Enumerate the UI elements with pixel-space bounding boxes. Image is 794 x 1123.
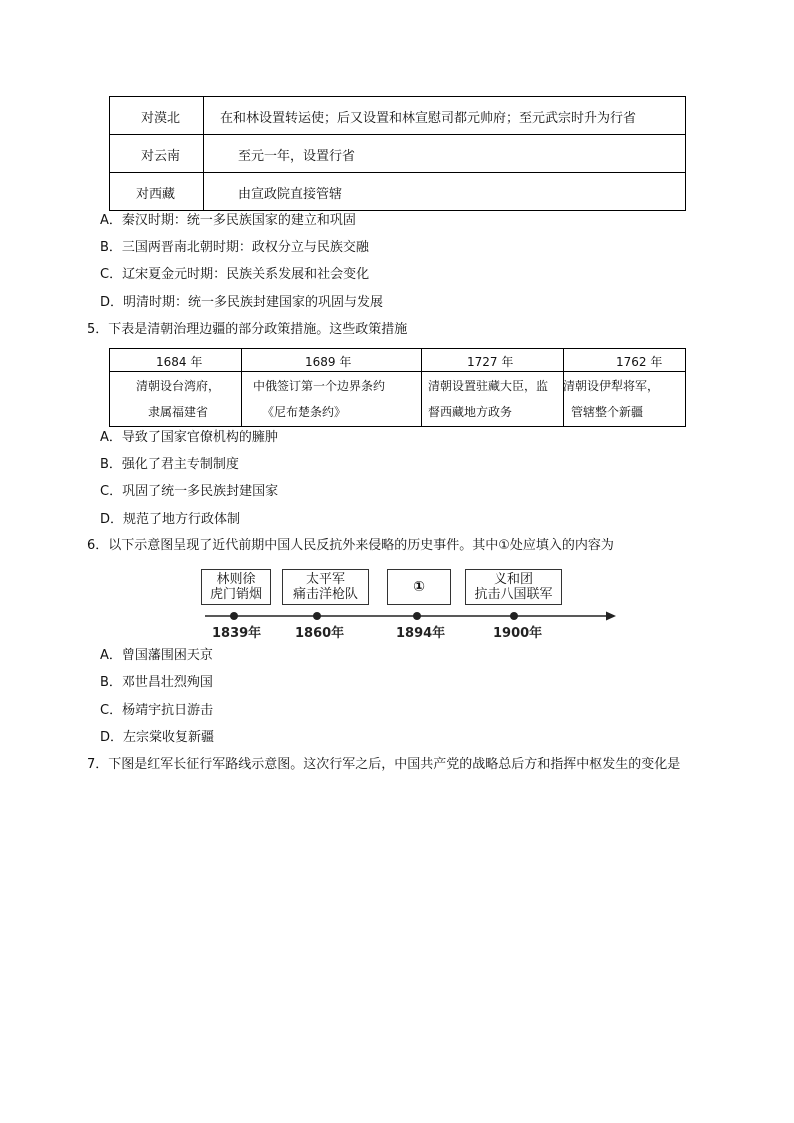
q6-stem: 6．以下示意图呈现了近代前期中国人民反抗外来侵略的历史事件。其中①处应填入的内容为 bbox=[87, 538, 614, 553]
q4-option-b: B．三国两晋南北朝时期：政权分立与民族交融 bbox=[100, 240, 369, 255]
q6-option-a: A．曾国藩围困天京 bbox=[100, 648, 213, 663]
table-cell: 督西藏地方政务 bbox=[428, 405, 513, 419]
timeline-event-box-blank bbox=[387, 569, 451, 605]
event-line: 虎门销烟 bbox=[209, 587, 262, 602]
q5-option-b: B．强化了君主专制制度 bbox=[100, 457, 239, 472]
table-row-content: 由宣政院直接管辖 bbox=[238, 187, 343, 202]
table-cell: 《尼布楚条约》 bbox=[262, 405, 347, 419]
table-row-label: 对云南 bbox=[141, 149, 181, 164]
table-cell: 管辖整个新疆 bbox=[571, 405, 644, 419]
q5-stem: 5．下表是清朝治理边疆的部分政策措施。这些政策措施 bbox=[87, 322, 408, 337]
event-line: 太平军 bbox=[305, 572, 345, 587]
q6-option-b: B．邓世昌壮烈殉国 bbox=[100, 675, 213, 690]
timeline-year: 1839年 bbox=[212, 626, 262, 641]
event-line: 抗击八国联军 bbox=[474, 587, 553, 602]
table-header: 1727 年 bbox=[467, 355, 514, 369]
q6-option-c: C．杨靖宇抗日游击 bbox=[100, 703, 214, 718]
timeline-event-box bbox=[465, 569, 562, 605]
table-header: 1689 年 bbox=[305, 355, 352, 369]
timeline-event-box bbox=[201, 569, 271, 605]
q4-option-a: A．秦汉时期：统一多民族国家的建立和巩固 bbox=[100, 213, 356, 228]
event-line: 痛击洋枪队 bbox=[292, 587, 358, 602]
event-line: 义和团 bbox=[493, 572, 533, 587]
q4-option-d: D．明清时期：统一多民族封建国家的巩固与发展 bbox=[100, 295, 384, 310]
event-line: 林则徐 bbox=[216, 572, 256, 587]
table-header: 1684 年 bbox=[156, 355, 203, 369]
table-row-content: 在和林设置转运使；后又设置和林宣慰司都元帅府；至元武宗时升为行省 bbox=[220, 111, 637, 126]
table-row-label: 对西藏 bbox=[136, 187, 176, 202]
table-cell: 清朝设台湾府， bbox=[136, 379, 221, 393]
timeline-diagram bbox=[200, 565, 620, 640]
q5-option-a: A．导致了国家官僚机构的臃肿 bbox=[100, 430, 278, 445]
table-header: 1762 年 bbox=[616, 355, 663, 369]
timeline-year: 1860年 bbox=[295, 626, 345, 641]
timeline-year: 1894年 bbox=[396, 626, 446, 641]
q5-option-d: D．规范了地方行政体制 bbox=[100, 512, 241, 527]
table-cell: 中俄签订第一个边界条约 bbox=[253, 379, 386, 393]
q7-stem: 7．下图是红军长征行军路线示意图。这次行军之后，中国共产党的战略总后方和指挥中枢发生的变化是 bbox=[87, 757, 681, 772]
q5-option-c: C．巩固了统一多民族封建国家 bbox=[100, 484, 279, 499]
table-row-content: 至元一年，设置行省 bbox=[238, 149, 356, 164]
timeline-year: 1900年 bbox=[493, 626, 543, 641]
timeline-event-box bbox=[282, 569, 369, 605]
q6-option-d: D．左宗棠收复新疆 bbox=[100, 730, 215, 745]
q4-option-c: C．辽宋夏金元时期：民族关系发展和社会变化 bbox=[100, 267, 370, 282]
event-marker: ① bbox=[413, 579, 425, 595]
table-cell: 清朝设置驻藏大臣，监 bbox=[428, 379, 549, 393]
table-cell: 清朝设伊犁将军， bbox=[563, 379, 660, 393]
table-yuan-administration bbox=[109, 96, 686, 211]
table-qing-frontier-policies bbox=[109, 348, 686, 427]
table-row-label: 对漠北 bbox=[141, 111, 181, 126]
table-cell: 隶属福建省 bbox=[148, 405, 209, 419]
